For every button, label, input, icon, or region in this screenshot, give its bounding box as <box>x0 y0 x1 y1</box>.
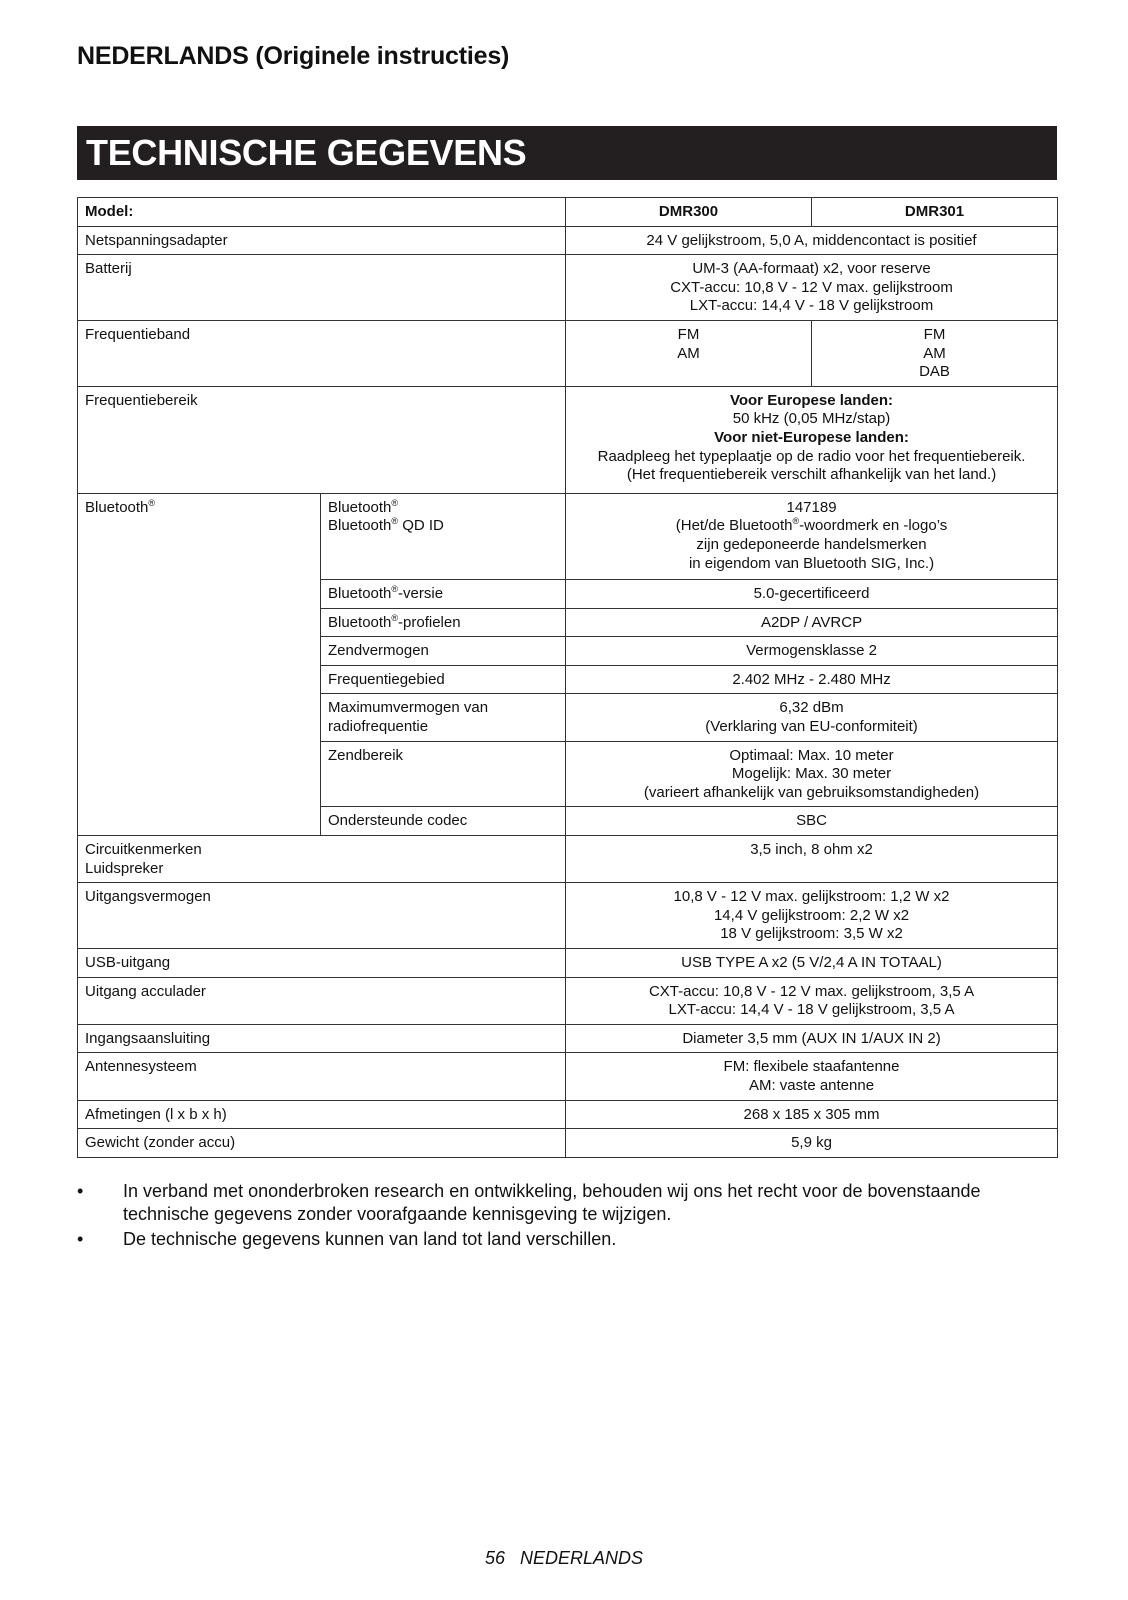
row-sublabel: Frequentiegebied <box>321 665 566 694</box>
value-line: FM <box>923 325 946 343</box>
row-value: 24 V gelijkstroom, 5,0 A, middencontact is positief <box>566 226 1058 255</box>
row-label: Batterij <box>78 255 566 321</box>
eu-heading: Voor Europese landen: <box>729 391 894 409</box>
value-line: (Het frequentiebereik verschilt afhankelijk van het land.) <box>626 466 997 484</box>
row-value: 5.0-gecertificeerd <box>566 580 1058 609</box>
table-row <box>78 493 1058 579</box>
row-label: Circuitkenmerken Luidspreker <box>78 836 566 883</box>
page-footer <box>0 1548 1128 1569</box>
row-value: Diameter 3,5 mm (AUX IN 1/AUX IN 2) <box>566 1024 1058 1053</box>
value-line: AM <box>923 344 946 362</box>
row-value: Vermogensklasse 2 <box>566 637 1058 666</box>
row-sublabel: Bluetooth®-profielen <box>321 608 566 637</box>
specifications-table <box>77 197 1058 1158</box>
table-row <box>78 1024 1058 1053</box>
row-value <box>566 386 1058 493</box>
value-line: AM <box>677 344 700 362</box>
row-sublabel: Ondersteunde codec <box>321 807 566 836</box>
value-line: FM <box>677 325 700 343</box>
model-label: Model: <box>78 198 566 227</box>
section-title: TECHNISCHE GEGEVENS <box>77 126 1057 180</box>
row-sublabel: Bluetooth® Bluetooth® QD ID <box>321 493 566 579</box>
table-row <box>78 1053 1058 1100</box>
row-value: 3,5 inch, 8 ohm x2 <box>566 836 1058 883</box>
page-number: 56 <box>484 1548 505 1568</box>
value-line: 50 kHz (0,05 MHz/stap) <box>732 410 891 428</box>
row-value: USB TYPE A x2 (5 V/2,4 A IN TOTAAL) <box>566 949 1058 978</box>
note-item: • In verband met ononderbroken research en ontwikkeling, behouden wij ons het recht voor de bovenstaande technische gegevens zonder voorafgaande kennisgeving te wijzigen. <box>77 1181 981 1224</box>
row-value: 5,9 kg <box>566 1129 1058 1158</box>
row-value: 2.402 MHz - 2.480 MHz <box>566 665 1058 694</box>
bullet: • <box>77 1181 84 1201</box>
table-row <box>78 949 1058 978</box>
row-label: USB-uitgang <box>78 949 566 978</box>
non-eu-heading: Voor niet-Europese landen: <box>714 428 909 446</box>
row-value: 6,32 dBm (Verklaring van EU-conformiteit) <box>566 694 1058 741</box>
row-sublabel: Zendbereik <box>321 741 566 807</box>
row-label: Uitgangsvermogen <box>78 883 566 949</box>
row-value: 268 x 185 x 305 mm <box>566 1100 1058 1129</box>
row-value <box>566 255 1058 321</box>
registered-mark: ® <box>148 497 156 508</box>
table-row <box>78 255 1058 321</box>
row-sublabel: Zendvermogen <box>321 637 566 666</box>
band-dmr301 <box>812 320 1058 386</box>
value-line: CXT-accu: 10,8 V - 12 V max. gelijkstroom <box>670 278 953 296</box>
footer-language: NEDERLANDS <box>520 1548 644 1568</box>
table-row <box>78 320 1058 386</box>
table-row <box>78 226 1058 255</box>
row-label: Frequentiebereik <box>78 386 566 493</box>
band-dmr300 <box>566 320 812 386</box>
row-value: CXT-accu: 10,8 V - 12 V max. gelijkstroom, 3,5 A LXT-accu: 14,4 V - 18 V gelijkstroom, 3,5 A <box>566 977 1058 1024</box>
row-label: Uitgang acculader <box>78 977 566 1024</box>
model-dmr300: DMR300 <box>566 198 812 227</box>
row-label: Gewicht (zonder accu) <box>78 1129 566 1158</box>
value-line: DAB <box>919 363 950 381</box>
notes-list <box>77 1180 1057 1253</box>
row-label: Netspanningsadapter <box>78 226 566 255</box>
bullet: • <box>77 1229 84 1249</box>
table-header-row <box>78 198 1058 227</box>
bluetooth-label: Bluetooth® <box>78 493 321 835</box>
value-line: Raadpleeg het typeplaatje op de radio voor het frequentiebereik. <box>597 447 1026 465</box>
row-value: FM: flexibele staafantenne AM: vaste antenne <box>566 1053 1058 1100</box>
row-label: Ingangsaansluiting <box>78 1024 566 1053</box>
model-dmr301: DMR301 <box>812 198 1058 227</box>
note-item: • De technische gegevens kunnen van land tot land verschillen. <box>77 1229 617 1249</box>
table-row <box>78 1100 1058 1129</box>
row-sublabel: Bluetooth®-versie <box>321 580 566 609</box>
table-row <box>78 386 1058 493</box>
row-label: Antennesysteem <box>78 1053 566 1100</box>
language-title: NEDERLANDS (Originele instructies) <box>77 42 510 70</box>
row-label: Frequentieband <box>78 320 566 386</box>
row-value: SBC <box>566 807 1058 836</box>
row-sublabel: Maximumvermogen van radiofrequentie <box>321 694 566 741</box>
row-label: Afmetingen (l x b x h) <box>78 1100 566 1129</box>
table-row <box>78 977 1058 1024</box>
row-value: Optimaal: Max. 10 meter Mogelijk: Max. 30 meter (varieert afhankelijk van gebruiksomstandigheden) <box>566 741 1058 807</box>
value-line: LXT-accu: 14,4 V - 18 V gelijkstroom <box>689 297 934 315</box>
table-row <box>78 1129 1058 1158</box>
table-row <box>78 836 1058 883</box>
row-value: A2DP / AVRCP <box>566 608 1058 637</box>
value-line: UM-3 (AA-formaat) x2, voor reserve <box>692 260 931 278</box>
table-row <box>78 883 1058 949</box>
row-value: 10,8 V - 12 V max. gelijkstroom: 1,2 W x2 14,4 V gelijkstroom: 2,2 W x2 18 V gelijkstroom: 3,5 W x2 <box>566 883 1058 949</box>
row-value: 147189 (Het/de Bluetooth®-woordmerk en -logo’s zijn gedeponeerde handelsmerken in eigendom van Bluetooth SIG, Inc.) <box>566 493 1058 579</box>
